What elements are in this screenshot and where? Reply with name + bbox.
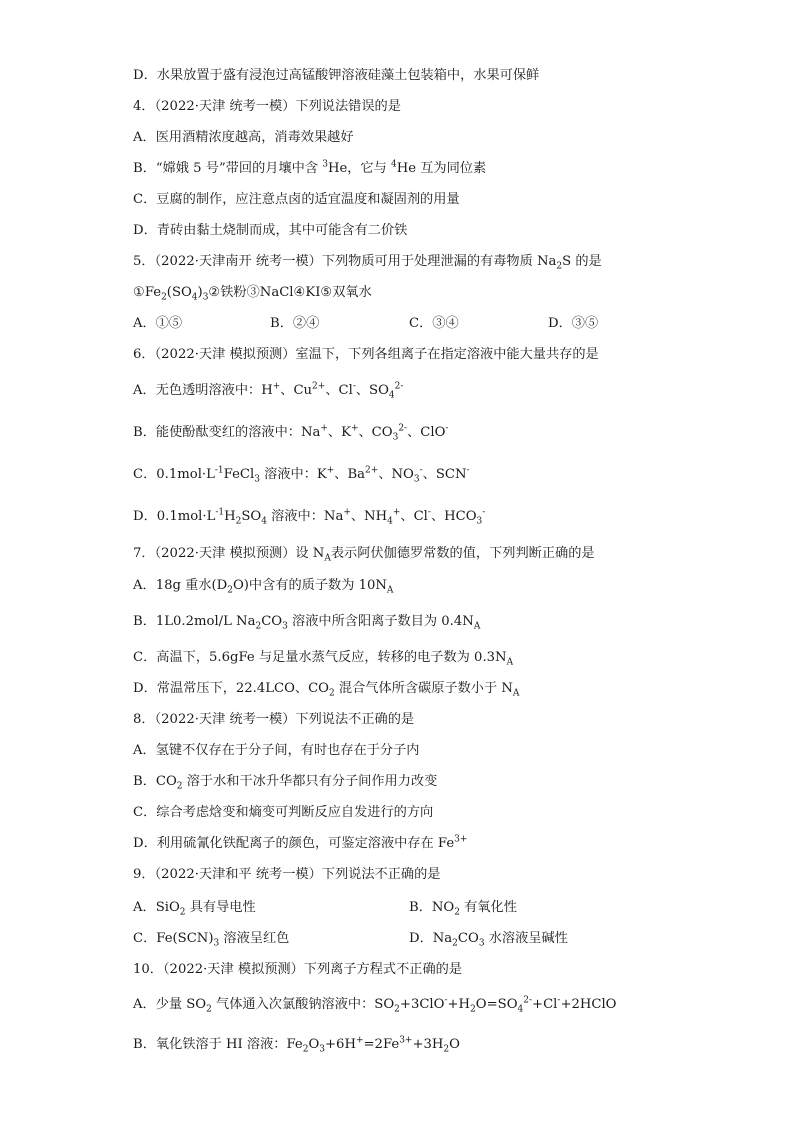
q10-option-b: B．氧化铁溶于 HI 溶液：$Fe_2O_3+6H^+=2Fe^{3+}+3H_2O$ [133,1035,460,1055]
q4-option-a: A．医用酒精浓度越高，消毒效果越好 [133,130,354,145]
q9-option-c: C．$Fe(SCN)_3$ 溶液呈红色 [133,931,290,949]
q6-stem: 6．（2022·天津 模拟预测）室温下，下列各组离子在指定溶液中能大量共存的是 [133,347,599,362]
q9-option-d: D．$Na_2CO_3$ 水溶液呈碱性 [409,931,568,949]
q8-option-a: A．氢键不仅存在于分子间，有时也存在于分子内 [133,743,420,758]
q9-stem: 9．（2022·天津和平 统考一模）下列说法不正确的是 [133,867,441,882]
q4-stem: 4．（2022·天津 统考一模）下列说法错误的是 [133,99,401,114]
q6-option-d: D．$0.1mol\cdot L^{-1}H_2SO_4$ 溶液中：Na+、$NH_4^+$、Cl-、$HCO_3^-$ [133,507,486,527]
q7-option-c: C．高温下，5.6gFe 与足量水蒸气反应，转移的电子数为 $0.3N_A$ [133,650,514,668]
q3-option-d: D．水果放置于盛有浸泡过高锰酸钾溶液硅藻土包装箱中，水果可保鲜 [133,68,540,83]
q10-stem: 10．（2022·天津 模拟预测）下列离子方程式不正确的是 [133,962,463,977]
q8-option-b: B．$CO_2$ 溶于水和干冰升华都只有分子间作用力改变 [133,774,438,792]
q8-option-c: C．综合考虑焓变和熵变可判断反应自发进行的方向 [133,805,434,820]
q7-option-d: D．常温常压下，22.4LCO、$CO_2$ 混合气体所含碳原子数小于 $N_A$ [133,681,520,699]
q7-option-b: B．1L0.2mol/L $Na_2CO_3$ 溶液中所含阳离子数目为 $0.4N_A$ [133,614,481,632]
q5-option-b: B．②④ [270,316,320,331]
q6-option-c: C．$0.1mol\cdot L^{-1}FeCl_3$ 溶液中：K+、$Ba^{2+}$、$NO_3^-$、SCN- [133,465,470,485]
q7-option-a: A．18g 重水$(D_2O)$中含有的质子数为 $10N_A$ [133,578,394,596]
q4-option-d: D．青砖由黏土烧制而成，其中可能含有二价铁 [133,223,408,238]
q5-option-c: C．③④ [409,316,459,331]
q6-option-b: B．能使酚酞变红的溶液中：Na+、K+、$CO_3^{2-}$、ClO- [133,423,449,443]
q6-option-a: A．无色透明溶液中：H+、$Cu^{2+}$、Cl-、$SO_4^{2-}$ [133,381,404,401]
q5-option-a: A．①⑤ [133,316,183,331]
q9-option-b: B．$NO_2$ 有氧化性 [409,900,517,918]
q5-substances: $①Fe_2(SO_4)_3②$铁粉③NaCl④KI⑤双氧水 [133,285,372,303]
q9-option-a: A．SiO$_2$ 具有导电性 [133,900,256,918]
q10-option-a: A．少量 $SO_2$ 气体通入次氯酸钠溶液中：$SO_2+3ClO^-+H_2O=SO_4^{2-}+Cl^-+2HClO$ [133,995,617,1015]
q5-stem: 5．（2022·天津南开 统考一模）下列物质可用于处理泄漏的有毒物质 $Na_2S$ 的是 [133,254,602,272]
q8-stem: 8．（2022·天津 统考一模）下列说法不正确的是 [133,712,415,727]
q5-option-d: D．③⑤ [548,316,599,331]
q4-option-c: C．豆腐的制作，应注意点卤的适宜温度和凝固剂的用量 [133,192,460,207]
q7-stem: 7．（2022·天津 模拟预测）设 $N_A$表示阿伏伽德罗常数的值，下列判断正确的是 [133,546,595,564]
q4-option-b: B．“嫦娥 5 号”带回的月壤中含 $^3$He，它与 $^4$He 互为同位素 [133,159,487,176]
q8-option-d: D．利用硫氰化铁配离子的颜色，可鉴定溶液中存在 $Fe^{3+}$ [133,834,468,851]
